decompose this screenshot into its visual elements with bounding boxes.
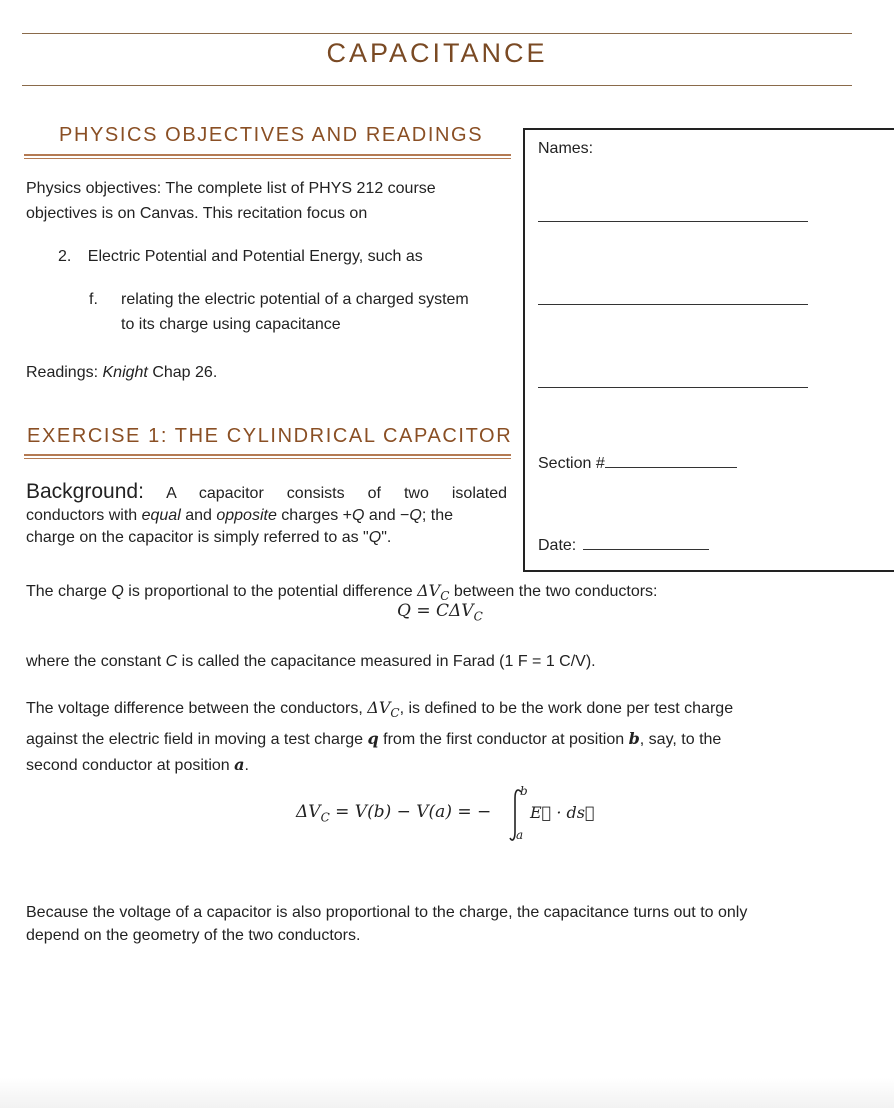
names-line-3[interactable] <box>538 387 808 388</box>
names-line-2[interactable] <box>538 304 808 305</box>
equation-delta-v-integral: $\Delta V_C = V(b) - V(a)$ = − <box>296 802 492 825</box>
date-field: Date: <box>538 535 709 555</box>
names-label: Names: <box>538 140 594 157</box>
background-paragraph: Background: A capacitor consists of two isolated conductors with equal and opposite charges +Q and −Q; the charge on the capacitor is simply referred to as "Q". <box>26 480 508 546</box>
equation-q-cdv: $Q = C\Delta V_C$ <box>397 601 483 624</box>
date-blank[interactable] <box>583 535 709 550</box>
section-number-blank[interactable] <box>605 453 737 468</box>
integral-integrand: E⃗ · ds⃗ <box>530 803 595 822</box>
page-title: CAPACITANCE <box>326 38 548 68</box>
voltage-difference-paragraph: The voltage difference between the conductors, $\Delta V_C$, is defined to be the work done per test charge against the electric field in moving a test charge q from the first conductor at position b, say, to the second conductor at position a. <box>26 698 734 775</box>
section-number-field: Section # <box>538 453 737 473</box>
names-line-1[interactable] <box>538 221 808 222</box>
background-label: Background: <box>26 480 144 503</box>
objective-item-2: 2. Electric Potential and Potential Energy, such as <box>58 248 423 265</box>
objectives-label: Physics objectives: <box>26 180 162 197</box>
student-info-box <box>523 128 894 572</box>
objectives-heading: PHYSICS OBJECTIVES AND READINGS <box>59 124 484 146</box>
objectives-heading-rule <box>24 154 511 159</box>
charge-proportional-paragraph: The charge Q is proportional to the potential difference $\Delta V_C$ between the two conductors: <box>26 581 658 604</box>
title-top-rule <box>22 33 852 34</box>
geometry-paragraph: Because the voltage of a capacitor is also proportional to the charge, the capacitance turns out to only depend on the geometry of the two conductors. <box>26 904 748 944</box>
objectives-paragraph: Physics objectives: The complete list of PHYS 212 course objectives is on Canvas. This recitation focus on <box>26 180 436 222</box>
exercise1-heading-rule <box>24 454 511 459</box>
integral-lower-limit: a <box>516 828 524 842</box>
objective-item-f: f. relating the electric potential of a charged system to its charge using capacitance <box>89 291 469 333</box>
integral-upper-limit: b <box>520 784 528 798</box>
exercise1-heading: EXERCISE 1: THE CYLINDRICAL CAPACITOR <box>27 425 513 447</box>
readings-line: Readings: Knight Chap 26. <box>26 364 218 381</box>
page-bottom-shade <box>0 1078 894 1108</box>
title-bottom-rule <box>22 85 852 86</box>
capacitance-definition: where the constant C is called the capacitance measured in Farad (1 F = 1 C/V). <box>26 653 596 670</box>
